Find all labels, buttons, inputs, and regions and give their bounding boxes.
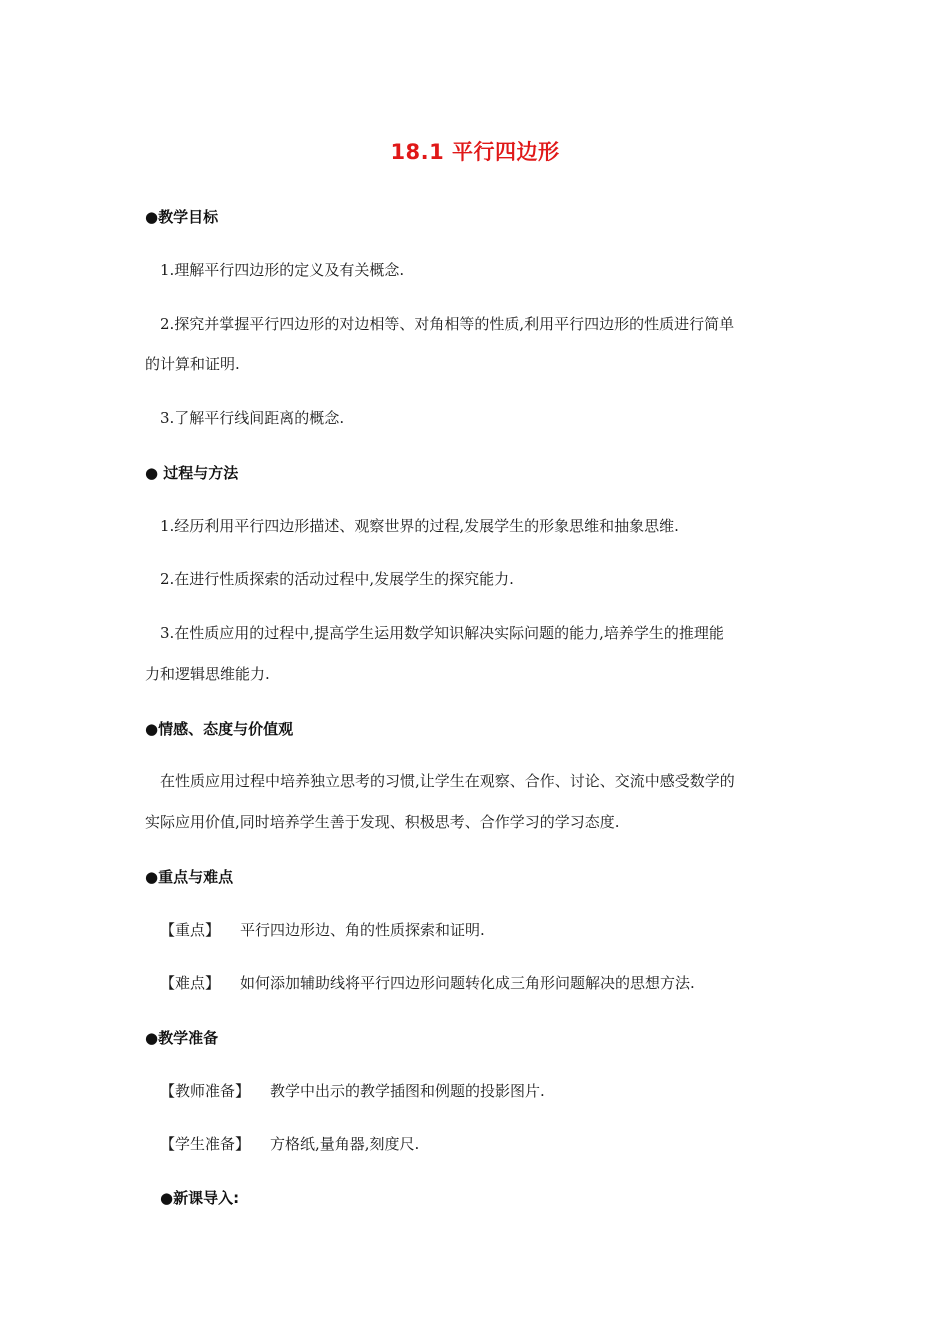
goal-item-1: 1.理解平行四边形的定义及有关概念. bbox=[160, 261, 405, 279]
teacher-preparation-text: 教学中出示的教学插图和例题的投影图片. bbox=[270, 1082, 545, 1100]
attitude-line-2: 实际应用价值,同时培养学生善于发现、积极思考、合作学习的学习态度. bbox=[145, 813, 620, 831]
difficult-point-label: 【难点】 bbox=[160, 974, 221, 992]
process-item-2: 2.在进行性质探索的活动过程中,发展学生的探究能力. bbox=[160, 570, 514, 588]
goal-item-2-line-2: 的计算和证明. bbox=[145, 355, 240, 373]
section-heading-attitude: ●情感、态度与价值观 bbox=[145, 720, 294, 738]
attitude-line-1: 在性质应用过程中培养独立思考的习惯,让学生在观察、合作、讨论、交流中感受数学的 bbox=[160, 772, 735, 790]
process-item-3-line-2: 力和逻辑思维能力. bbox=[145, 665, 270, 683]
section-heading-intro: ●新课导入: bbox=[160, 1189, 240, 1207]
key-point-label: 【重点】 bbox=[160, 921, 221, 939]
teacher-preparation-label: 【教师准备】 bbox=[160, 1082, 251, 1100]
document-title: 18.1 平行四边形 bbox=[390, 140, 560, 164]
key-point-row bbox=[160, 920, 485, 940]
key-point-text: 平行四边形边、角的性质探索和证明. bbox=[240, 921, 485, 939]
process-item-3-line-1: 3.在性质应用的过程中,提高学生运用数学知识解决实际问题的能力,培养学生的推理能 bbox=[160, 624, 724, 642]
difficult-point-text: 如何添加辅助线将平行四边形问题转化成三角形问题解决的思想方法. bbox=[240, 974, 695, 992]
teacher-preparation-row bbox=[160, 1081, 545, 1101]
student-preparation-text: 方格纸,量角器,刻度尺. bbox=[270, 1135, 420, 1153]
section-heading-goals: ●教学目标 bbox=[145, 208, 219, 226]
section-heading-process: ● 过程与方法 bbox=[145, 464, 239, 482]
goal-item-2-line-1: 2.探究并掌握平行四边形的对边相等、对角相等的性质,利用平行四边形的性质进行简单 bbox=[160, 315, 735, 333]
student-preparation-label: 【学生准备】 bbox=[160, 1135, 251, 1153]
goal-item-3: 3.了解平行线间距离的概念. bbox=[160, 409, 345, 427]
section-heading-key-points: ●重点与难点 bbox=[145, 868, 234, 886]
student-preparation-row bbox=[160, 1134, 419, 1154]
section-heading-preparation: ●教学准备 bbox=[145, 1029, 219, 1047]
difficult-point-row bbox=[160, 973, 695, 993]
process-item-1: 1.经历利用平行四边形描述、观察世界的过程,发展学生的形象思维和抽象思维. bbox=[160, 517, 679, 535]
